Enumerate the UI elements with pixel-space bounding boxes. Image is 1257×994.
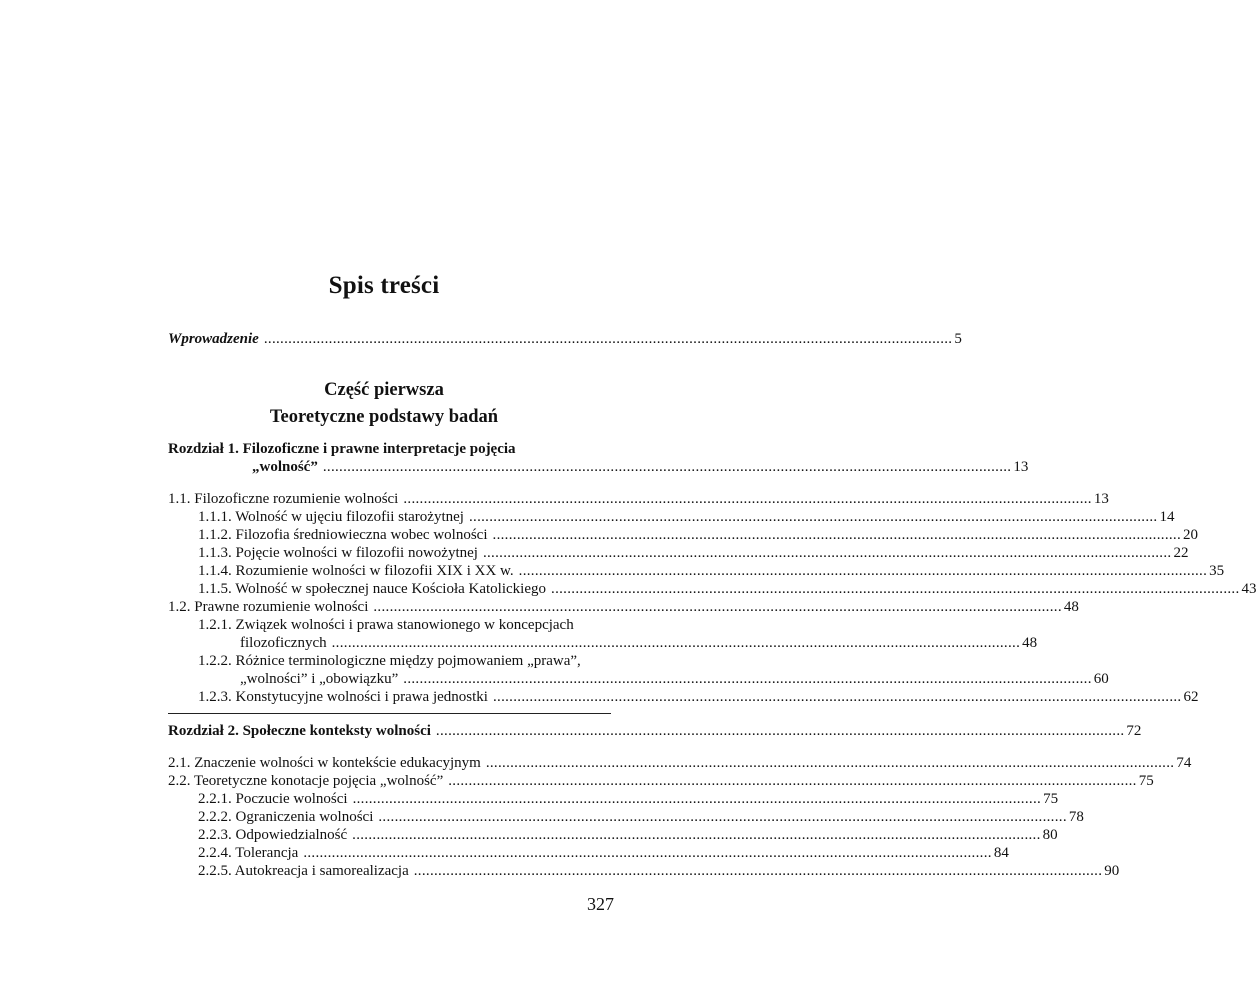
toc-entry — [198, 580, 1257, 598]
dot-leader: .......................................................................................................................................................................... — [403, 491, 1092, 507]
toc-entry — [198, 688, 1199, 706]
dot-leader: .......................................................................................................................................................................... — [448, 773, 1137, 789]
dot-leader: .......................................................................................................................................................................... — [435, 723, 1125, 739]
toc-entry — [198, 790, 1059, 808]
dot-leader: .......................................................................................................................................................................... — [378, 809, 1067, 825]
toc-page-number: 60 — [1093, 671, 1109, 687]
toc-page-number: 13 — [1093, 491, 1109, 507]
dot-leader: .......................................................................................................................................................................... — [492, 689, 1182, 705]
toc-page-number: 20 — [1183, 527, 1199, 543]
toc-label: 1.1.2. Filozofia średniowieczna wobec wolności — [198, 527, 488, 543]
dot-leader: .......................................................................................................................................................................... — [468, 509, 1158, 525]
toc-entry — [168, 598, 1079, 616]
toc-label: Wprowadzenie — [168, 331, 259, 347]
toc-page-number: 75 — [1138, 773, 1154, 789]
toc-page-number: 80 — [1042, 827, 1058, 843]
dot-leader: .......................................................................................................................................................................... — [373, 599, 1062, 615]
dot-leader: .......................................................................................................................................................................... — [322, 459, 1012, 475]
toc-entry — [168, 490, 1109, 508]
toc-entry — [198, 526, 1199, 544]
dot-leader: .......................................................................................................................................................................... — [263, 331, 953, 347]
page-number: 327 — [587, 894, 614, 914]
toc-label: „wolność” — [252, 459, 318, 475]
divider — [168, 713, 611, 714]
toc-page-number: 72 — [1126, 723, 1142, 739]
toc-label: 2.2.4. Tolerancja — [198, 845, 299, 861]
page-title: Spis treści — [328, 272, 440, 299]
toc-page-number: 13 — [1013, 459, 1029, 475]
toc-page-number: 75 — [1043, 791, 1059, 807]
toc-page-number: 5 — [954, 331, 962, 347]
toc-entry — [198, 508, 1175, 526]
chapter-1-heading-continued — [252, 458, 1029, 476]
toc-page-number: 48 — [1063, 599, 1079, 615]
toc-entry — [198, 562, 1225, 580]
toc-label: 2.1. Znaczenie wolności w kontekście edukacyjnym — [168, 755, 481, 771]
toc-page-number: 43 — [1241, 581, 1257, 597]
dot-leader: .......................................................................................................................................................................... — [352, 827, 1041, 843]
toc-page-number: 62 — [1183, 689, 1199, 705]
toc-label: 2.2.2. Ograniczenia wolności — [198, 809, 374, 825]
dot-leader: .......................................................................................................................................................................... — [492, 527, 1182, 543]
toc-entry: 1.2.1. Związek wolności i prawa stanowionego w koncepcjach — [198, 617, 574, 633]
chapter-1-heading: Rozdział 1. Filozoficzne i prawne interpretacje pojęcia — [168, 441, 516, 457]
dot-leader: .......................................................................................................................................................................... — [331, 635, 1021, 651]
toc-label: 1.1.3. Pojęcie wolności w filozofii nowożytnej — [198, 545, 478, 561]
toc-entry — [168, 754, 1192, 772]
toc-entry-introduction — [168, 330, 962, 348]
toc-label: 2.2.3. Odpowiedzialność — [198, 827, 348, 843]
part-heading: Część pierwsza — [324, 380, 444, 400]
dot-leader: .......................................................................................................................................................................... — [485, 755, 1175, 771]
dot-leader: .......................................................................................................................................................................... — [303, 845, 992, 861]
toc-entry — [168, 772, 1154, 790]
dot-leader: .......................................................................................................................................................................... — [352, 791, 1042, 807]
toc-page-number: 48 — [1022, 635, 1038, 651]
toc-label: „wolności” i „obowiązku” — [240, 671, 399, 687]
dot-leader: .......................................................................................................................................................................... — [518, 563, 1208, 579]
toc-page-number: 90 — [1104, 863, 1120, 879]
dot-leader: .......................................................................................................................................................................... — [413, 863, 1103, 879]
toc-entry-continued — [240, 670, 1109, 688]
toc-entry — [198, 826, 1058, 844]
toc-label: 1.1.4. Rozumienie wolności w filozofii XIX i XX w. — [198, 563, 514, 579]
toc-page-number: 22 — [1173, 545, 1189, 561]
toc-page-number: 74 — [1176, 755, 1192, 771]
toc-label: Rozdział 2. Społeczne konteksty wolności — [168, 723, 431, 739]
toc-page-number: 84 — [993, 845, 1009, 861]
toc-entry: 1.2.2. Różnice terminologiczne między pojmowaniem „prawa”, — [198, 653, 581, 669]
dot-leader: .......................................................................................................................................................................... — [403, 671, 1092, 687]
toc-label: 1.1.5. Wolność w społecznej nauce Kościoła Katolickiego — [198, 581, 547, 597]
chapter-2-heading — [168, 722, 1142, 740]
toc-entry — [198, 844, 1009, 862]
dot-leader: .......................................................................................................................................................................... — [551, 581, 1240, 597]
toc-entry — [198, 862, 1120, 880]
part-subtitle: Teoretyczne podstawy badań — [269, 407, 499, 427]
toc-label: 2.2.1. Poczucie wolności — [198, 791, 348, 807]
toc-page-number: 78 — [1068, 809, 1084, 825]
toc-page-number: 14 — [1159, 509, 1175, 525]
toc-label: 2.2. Teoretyczne konotacje pojęcia „wolność” — [168, 773, 444, 789]
dot-leader: .......................................................................................................................................................................... — [482, 545, 1172, 561]
toc-page-number: 35 — [1209, 563, 1225, 579]
toc-label: 1.2. Prawne rozumienie wolności — [168, 599, 369, 615]
toc-label: 1.1. Filozoficzne rozumienie wolności — [168, 491, 399, 507]
toc-entry — [198, 544, 1189, 562]
toc-entry — [198, 808, 1084, 826]
toc-label: 1.2.3. Konstytucyjne wolności i prawa jednostki — [198, 689, 488, 705]
toc-label: filozoficznych — [240, 635, 327, 651]
toc-label: 1.1.1. Wolność w ujęciu filozofii starożytnej — [198, 509, 464, 525]
toc-label: 2.2.5. Autokreacja i samorealizacja — [198, 863, 409, 879]
toc-entry-continued — [240, 634, 1038, 652]
